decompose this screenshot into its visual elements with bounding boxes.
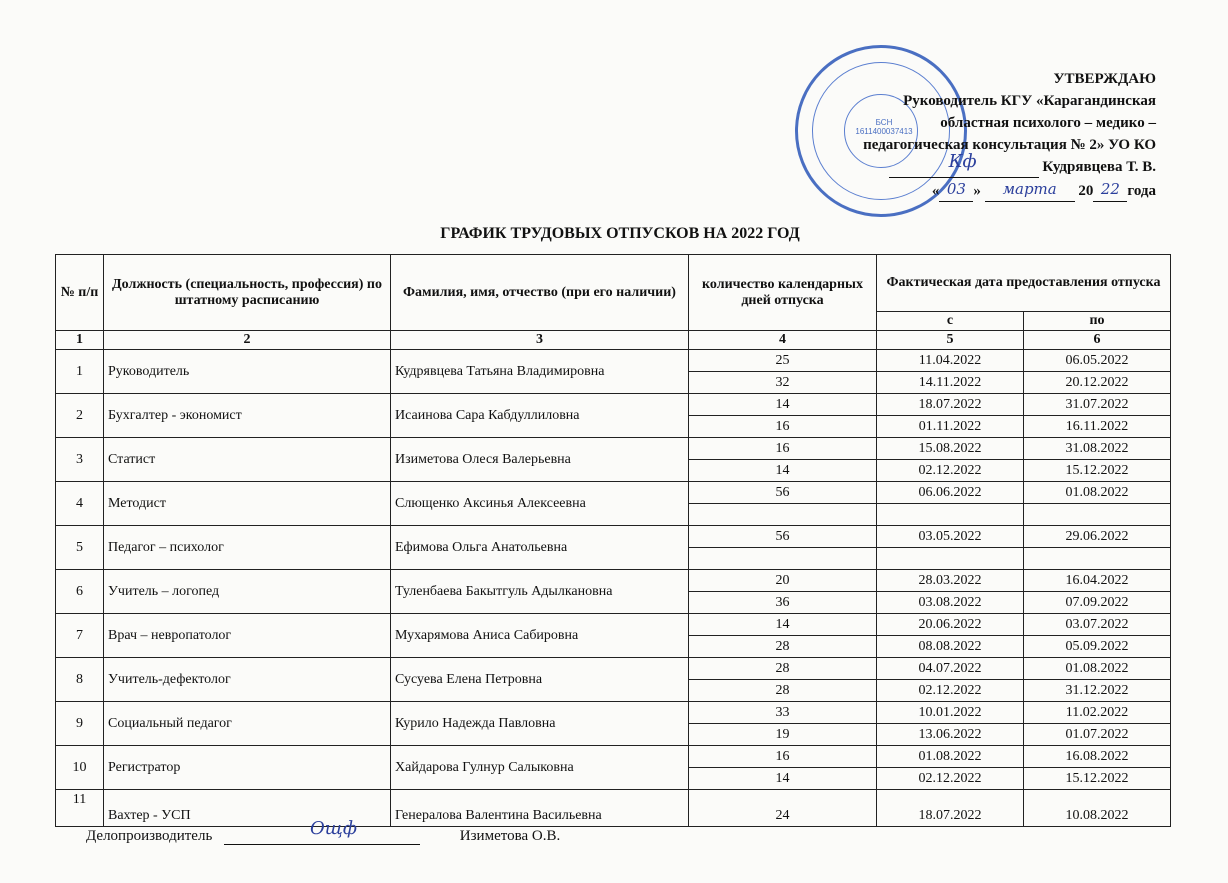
header-to: по [1024, 312, 1171, 331]
row-date-to [1024, 504, 1171, 526]
table-row [56, 702, 1171, 724]
row-date-from: 10.01.2022 [877, 702, 1024, 724]
row-employee-name: Туленбаева Бакытгуль Адылкановна [391, 570, 689, 614]
approval-signature-row [796, 151, 1156, 178]
row-days: 20 [689, 570, 877, 592]
row-position: Учитель – логопед [104, 570, 391, 614]
row-position: Бухгалтер - экономист [104, 394, 391, 438]
table-row [56, 790, 1171, 827]
row-date-to: 15.12.2022 [1024, 460, 1171, 482]
row-days: 16 [689, 416, 877, 438]
table-row [56, 438, 1171, 460]
row-date-from: 14.11.2022 [877, 372, 1024, 394]
table-row [56, 482, 1171, 504]
row-date-from: 11.04.2022 [877, 350, 1024, 372]
row-days: 32 [689, 372, 877, 394]
schedule-body [56, 350, 1171, 827]
row-employee-name: Исаинова Сара Кабдуллиловна [391, 394, 689, 438]
row-date-to: 31.08.2022 [1024, 438, 1171, 460]
row-days: 33 [689, 702, 877, 724]
row-date-to: 10.08.2022 [1024, 790, 1171, 827]
col-number: 6 [1024, 331, 1171, 350]
row-employee-name: Курило Надежда Павловна [391, 702, 689, 746]
row-date-from: 18.07.2022 [877, 790, 1024, 827]
date-open-quote: « [931, 183, 940, 199]
row-date-to: 31.07.2022 [1024, 394, 1171, 416]
row-number: 11 [56, 790, 104, 827]
row-date-to [1024, 548, 1171, 570]
footer-role: Делопроизводитель [86, 828, 213, 844]
date-day-line [939, 178, 973, 202]
row-date-to: 11.02.2022 [1024, 702, 1171, 724]
row-date-from [877, 504, 1024, 526]
row-position: Социальный педагог [104, 702, 391, 746]
row-employee-name: Ефимова Ольга Анатольевна [391, 526, 689, 570]
row-position: Врач – невропатолог [104, 614, 391, 658]
row-number: 6 [56, 570, 104, 614]
header-from: с [877, 312, 1024, 331]
row-date-to: 16.04.2022 [1024, 570, 1171, 592]
row-days: 19 [689, 724, 877, 746]
row-days: 28 [689, 680, 877, 702]
row-date-from: 01.11.2022 [877, 416, 1024, 438]
row-number: 1 [56, 350, 104, 394]
col-number: 5 [877, 331, 1024, 350]
row-number: 2 [56, 394, 104, 438]
col-number: 3 [391, 331, 689, 350]
approval-line-2: областная психолого – медико – [940, 115, 1156, 131]
approval-line-3: педагогическая консультация № 2» УО КО [863, 137, 1156, 153]
row-date-to: 31.12.2022 [1024, 680, 1171, 702]
row-days: 14 [689, 614, 877, 636]
date-month-line [985, 178, 1075, 202]
row-days: 14 [689, 394, 877, 416]
row-date-to: 03.07.2022 [1024, 614, 1171, 636]
date-year-prefix: 20 [1078, 183, 1094, 199]
row-days [689, 504, 877, 526]
footer-signature-line [224, 818, 420, 845]
col-number: 4 [689, 331, 877, 350]
date-year-line [1093, 178, 1127, 202]
row-date-from: 28.03.2022 [877, 570, 1024, 592]
approval-signature: Кф [948, 151, 977, 172]
row-date-from: 08.08.2022 [877, 636, 1024, 658]
row-number: 9 [56, 702, 104, 746]
row-days: 14 [689, 768, 877, 790]
footer-signature: Ощф [310, 818, 357, 839]
header-days: количество календарных дней отпуска [689, 255, 877, 331]
row-date-from: 02.12.2022 [877, 768, 1024, 790]
row-days: 28 [689, 636, 877, 658]
row-date-to: 07.09.2022 [1024, 592, 1171, 614]
row-number: 10 [56, 746, 104, 790]
row-date-to: 06.05.2022 [1024, 350, 1171, 372]
row-employee-name: Кудрявцева Татьяна Владимировна [391, 350, 689, 394]
table-row [56, 350, 1171, 372]
date-close-quote: » [973, 183, 981, 199]
header-name: Фамилия, имя, отчество (при его наличии) [391, 255, 689, 331]
row-date-to: 05.09.2022 [1024, 636, 1171, 658]
row-days: 24 [689, 790, 877, 827]
row-employee-name: Хайдарова Гулнур Салыковна [391, 746, 689, 790]
approval-signatory: Кудрявцева Т. В. [1042, 159, 1156, 175]
row-date-to: 15.12.2022 [1024, 768, 1171, 790]
row-employee-name: Сусуева Елена Петровна [391, 658, 689, 702]
date-day: 03 [946, 180, 966, 198]
footer-signature [86, 818, 561, 845]
row-position: Учитель-дефектолог [104, 658, 391, 702]
approval-line-1: Руководитель КГУ «Карагандинская [903, 93, 1156, 109]
row-date-to: 01.08.2022 [1024, 658, 1171, 680]
vacation-schedule-table [55, 254, 1171, 827]
row-date-from: 01.08.2022 [877, 746, 1024, 768]
row-days: 14 [689, 460, 877, 482]
row-date-from [877, 548, 1024, 570]
approval-signature-line [889, 151, 1039, 178]
row-employee-name: Мухарямова Аниса Сабировна [391, 614, 689, 658]
row-days: 25 [689, 350, 877, 372]
row-date-to: 29.06.2022 [1024, 526, 1171, 548]
row-date-to: 16.11.2022 [1024, 416, 1171, 438]
row-employee-name: Изиметова Олеся Валерьевна [391, 438, 689, 482]
row-date-to: 01.07.2022 [1024, 724, 1171, 746]
row-date-from: 13.06.2022 [877, 724, 1024, 746]
col-number: 2 [104, 331, 391, 350]
row-number: 4 [56, 482, 104, 526]
row-position: Статист [104, 438, 391, 482]
table-row [56, 658, 1171, 680]
row-date-from: 15.08.2022 [877, 438, 1024, 460]
row-date-from: 20.06.2022 [877, 614, 1024, 636]
table-row [56, 570, 1171, 592]
row-position: Регистратор [104, 746, 391, 790]
row-number: 3 [56, 438, 104, 482]
row-date-from: 06.06.2022 [877, 482, 1024, 504]
row-days: 28 [689, 658, 877, 680]
row-days: 16 [689, 746, 877, 768]
table-row [56, 614, 1171, 636]
header-position: Должность (специальность, профессия) по штатному расписанию [104, 255, 391, 331]
date-month: марта [1002, 180, 1057, 198]
stamp-bsn-text: БСН 1611400037413 [855, 118, 913, 136]
row-date-to: 01.08.2022 [1024, 482, 1171, 504]
row-number: 7 [56, 614, 104, 658]
header-actual-date: Фактическая дата предоставления отпуска [877, 255, 1171, 312]
row-number: 8 [56, 658, 104, 702]
table-row [56, 394, 1171, 416]
row-date-to: 16.08.2022 [1024, 746, 1171, 768]
row-position: Руководитель [104, 350, 391, 394]
row-date-from: 02.12.2022 [877, 680, 1024, 702]
row-days: 56 [689, 482, 877, 504]
row-days: 36 [689, 592, 877, 614]
row-days: 16 [689, 438, 877, 460]
document-title: ГРАФИК ТРУДОВЫХ ОТПУСКОВ НА 2022 ГОД [440, 225, 800, 242]
row-date-from: 02.12.2022 [877, 460, 1024, 482]
row-date-from: 03.08.2022 [877, 592, 1024, 614]
row-date-from: 04.07.2022 [877, 658, 1024, 680]
col-number: 1 [56, 331, 104, 350]
row-position: Педагог – психолог [104, 526, 391, 570]
header-num: № п/п [56, 255, 104, 331]
row-position: Методист [104, 482, 391, 526]
row-position: Вахтер - УСП [104, 790, 391, 827]
row-employee-name: Генералова Валентина Васильевна [391, 790, 689, 827]
row-date-from: 03.05.2022 [877, 526, 1024, 548]
approval-date-row [796, 178, 1156, 202]
approval-heading: УТВЕРЖДАЮ [1053, 71, 1156, 87]
footer-name: Изиметова О.В. [459, 828, 561, 844]
row-date-to: 20.12.2022 [1024, 372, 1171, 394]
row-days [689, 548, 877, 570]
row-date-from: 18.07.2022 [877, 394, 1024, 416]
table-row [56, 526, 1171, 548]
date-year: 22 [1100, 180, 1120, 198]
table-row [56, 746, 1171, 768]
date-year-word: года [1127, 183, 1156, 199]
row-days: 56 [689, 526, 877, 548]
row-employee-name: Слющенко Аксинья Алексеевна [391, 482, 689, 526]
row-number: 5 [56, 526, 104, 570]
approval-block [796, 68, 1156, 202]
